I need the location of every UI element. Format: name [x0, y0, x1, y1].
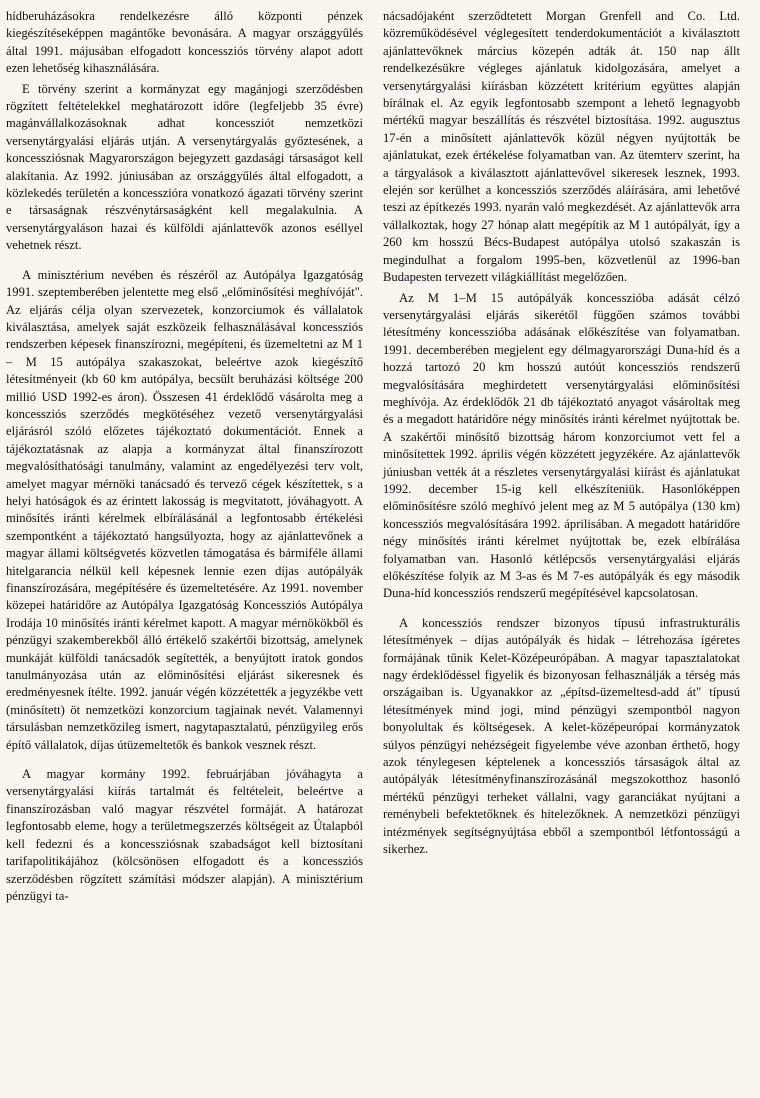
paragraph: nácsadójaként szerződtetett Morgan Grenfell and Co. Ltd. közreműködésével véglegesített tenderdokumentációt a kiválasztott ajánlattevőknek március közepén adták át. 150 nap állt rendelkezésükre végleges ajánlatuk kidolgozására, amelyet a versenytárgyalási kiírásban közzétett kritérium együttes alapján bírálnak el. Az egyik legfontosabb szempont a lehető legnagyobb mértékű magyar beszállítás és részvétel biztosítása. 1992. augusztus 17-én a minősített ajánlattevők közül négyen nyújtották be ajánlatukat, ezek értékelése folyamatban van. Az ütemterv szerint, ha a tárgyalások a kiválasztott ajánlattevővel sikeresek lesznek, 1993. elején sor kerülhet a koncessziós szerződés aláírására, ami lehetővé teszi az építkezés 1993. nyarán való megkezdését. Az ajánlattevők arra vállalkoztak, hogy 27 hónap alatt megépítik az M 1 autópályát, így a 260 km hosszú Bécs-Budapest autópálya utolsó szakaszán is megindulhat a forgalom 1995-ben, közvetlenül az 1996-ban Budapesten tervezett világkiállítást megelőzően.: [383, 9, 741, 285]
paragraph: Az M 1–M 15 autópályák koncesszióba adását célzó versenytárgyalási eljárás sikerétől függően számos további létesítmény koncesszióba adásának előkészítése van folyamatban. 1991. decemberében megjelent egy délmagyarországi Duna-híd és a hozzá tartozó 20 km hosszú autóút koncessziós rendszerű megvalósítására meghirdetett versenytárgyalási előminősítési meghívója. Az érdeklődők 21 db tájékoztató anyagot vásároltak meg és a megadott határidőre négy minősítés iránti kérelmet nyújtottak be. A szakértői minősítő bizottság három konzorciumot vett fel a minősítettek 1992. április végén közzétett jegyzékére. Az ajánlattevők júniusban vették át a részletes versenytárgyalási kiírást és ajánlatukat 1992. december 15-ig kell elkészíteniük. Hasonlóképpen előminősítésre szóló meghívó jelent meg az M 5 autópálya (130 km) koncessziós megvalósítására 1992. áprilisában. A megadott határidőre négy minősítés iránti kérelmet nyújtottak be, ezek elbírálása folyamatban van. Hasonló kétlépcsős versenytárgyalási eljárás előkészítése folyik az M 3-as és M 7-es autópályák és egy második Duna-híd koncessziós rendszerű megépítésével kapcsolatosan.: [383, 290, 740, 601]
paragraph: E törvény szerint a kormányzat egy magánjogi szerződésben rögzített feltételekkel meghatározott időre (legfeljebb 35 évre) magánvállalkozásoknak adhat koncessziót nemzetközi versenytárgyalási eljárás utján. A versenytárgyalás győztesének, a koncessziósnak Magyarországon bejegyzett gazdasági társaságot kell alakítania. Az 1992. júniusában az országgyűlés által elfogadott, a közlekedés területén a koncesszióra vonatkozó ágazati törvény szerint e társaságnak részvénytársaságként kell megalakulnia. A versenytárgyaláson hazai és külföldi ajánlattevők azonos eséllyel vehetnek részt.: [6, 81, 363, 253]
paragraph: A koncessziós rendszer bizonyos típusú infrastrukturális létesítmények – díjas autópályák és hidak – létrehozása ígéretes formájának tűnik Kelet-Középeurópában. A magyar tapasztalatokat nagy érdeklődéssel figyelik és bizonyosan felhasználják a térség más országaiban is. Ugyanakkor az „építsd-üzemeltesd-add át" típusú létesítmények mind jogi, mind pénzügyi szempontból nagyon bonyolultak és költségesek. A kelet-középeurópai kormányzatok súlyos pénzügyi nehézségeit figyelembe véve azonban érthető, hogy azok ténylegesen képtelenek a koncessziós társaságok által az autópályák létesítményfinanszírozásánál megszokotthoz hasonló mértékű pénzügyi terheket vállalni, vagy garanciákat nyújtani a reménybeli befektetőknek és hitelezőknek. A nemzetközi pénzügyi intézmények segítségnyújtása ebből a szempontból létfontosságú a sikerhez.: [383, 615, 740, 857]
right-column: [383, 8, 740, 1098]
paragraph: hídberuházásokra rendelkezésre álló központi pénzek kiegészítéseképpen magántőke bevonására. A magyar országgyűlés által 1991. májusában elfogadott koncessziós törvény alapot adott ezen lehetőség kihasználására.: [6, 9, 363, 76]
left-column: [6, 8, 363, 1098]
paragraph: A minisztérium nevében és részéről az Autópálya Igazgatóság 1991. szeptemberében jelentette meg első „előminősítési meghívóját". Az eljárás célja olyan szervezetek, konzorciumok és vállalatok kiválasztása, amelyek saját eszközeik felhasználásával koncessziós rendszerben képesek finanszírozni, megépíteni, és üzemeltetni az M 1 – M 15 autópálya szakaszokat, beleértve azok kiegészítő létesítményeit (kb 60 km autópálya, becsült beruházási költsége 200 millió USD 1992-es áron). Összesen 41 érdeklődő vásárolta meg a koncessziós szerződés megkötéséhez vezető versenytárgyalási eljárásról szóló előzetes tájékoztató dokumentációt. Ennek a tájékoztatásnak az alapja a kormányzat által finanszírozott megvalósíthatósági tanulmány, valamint az engedélyezési terv volt, amelyet magyar mérnöki tanácsadó és tervező cégek készítettek, s a helyi hatóságok és az érintett lakosság is megvitatott, jóváhagyott. A minősítés iránti kérelmek elbírálásánál a legfontosabb értékelési szempontként a tájékoztató hangsúlyozta, hogy az ajánlattevőnek a magyar állami költségvetés közvetlen támogatása és bármiféle állami hitelgarancia nélkül kell képesnek lennie ezen díjas autópályák finanszírozására, megépítésére és üzemeltetésére. Az 1991. november közepei határidőre az Autópálya Igazgatóság Koncessziós Autópálya Irodája 10 minősítés iránti kérelmet kapott. A magyar mérnökökből és pénzügyi szakemberekből álló értékelő szakértői bizottság, amelynek munkáját külföldi tanácsadók segítették, a benyújtott iratok gondos tanulmányozása után az előminősítési eljárást sikeresnek és eredményesnek ítélte. 1992. január végén közzétették a jegyzékbe vett (minősített) öt nemzetközi konzorcium tagjainak nevét. Valamennyi társulásban nemzetközileg ismert, nagytapasztalatú, pénzügyileg erős építő vállalatok, díjas útüzemeltetők és bankok vesznek részt.: [6, 267, 363, 752]
paragraph: A magyar kormány 1992. februárjában jóváhagyta a versenytárgyalási kiírás tartalmát és feltételeit, beleértve a finanszírozásban való magyar részvétel formáját. A határozat legfontosabb eleme, hogy a területmegszerzés költségeit az Útalapból kell fedezni és a koncessziósnak szabadságot kell biztosítani tarifapolitikájához (kölcsönösen elfogadott és a koncessziós szerződésben rögzített számítási módszer alapján). A minisztérium pénzügyi ta-: [6, 767, 363, 903]
